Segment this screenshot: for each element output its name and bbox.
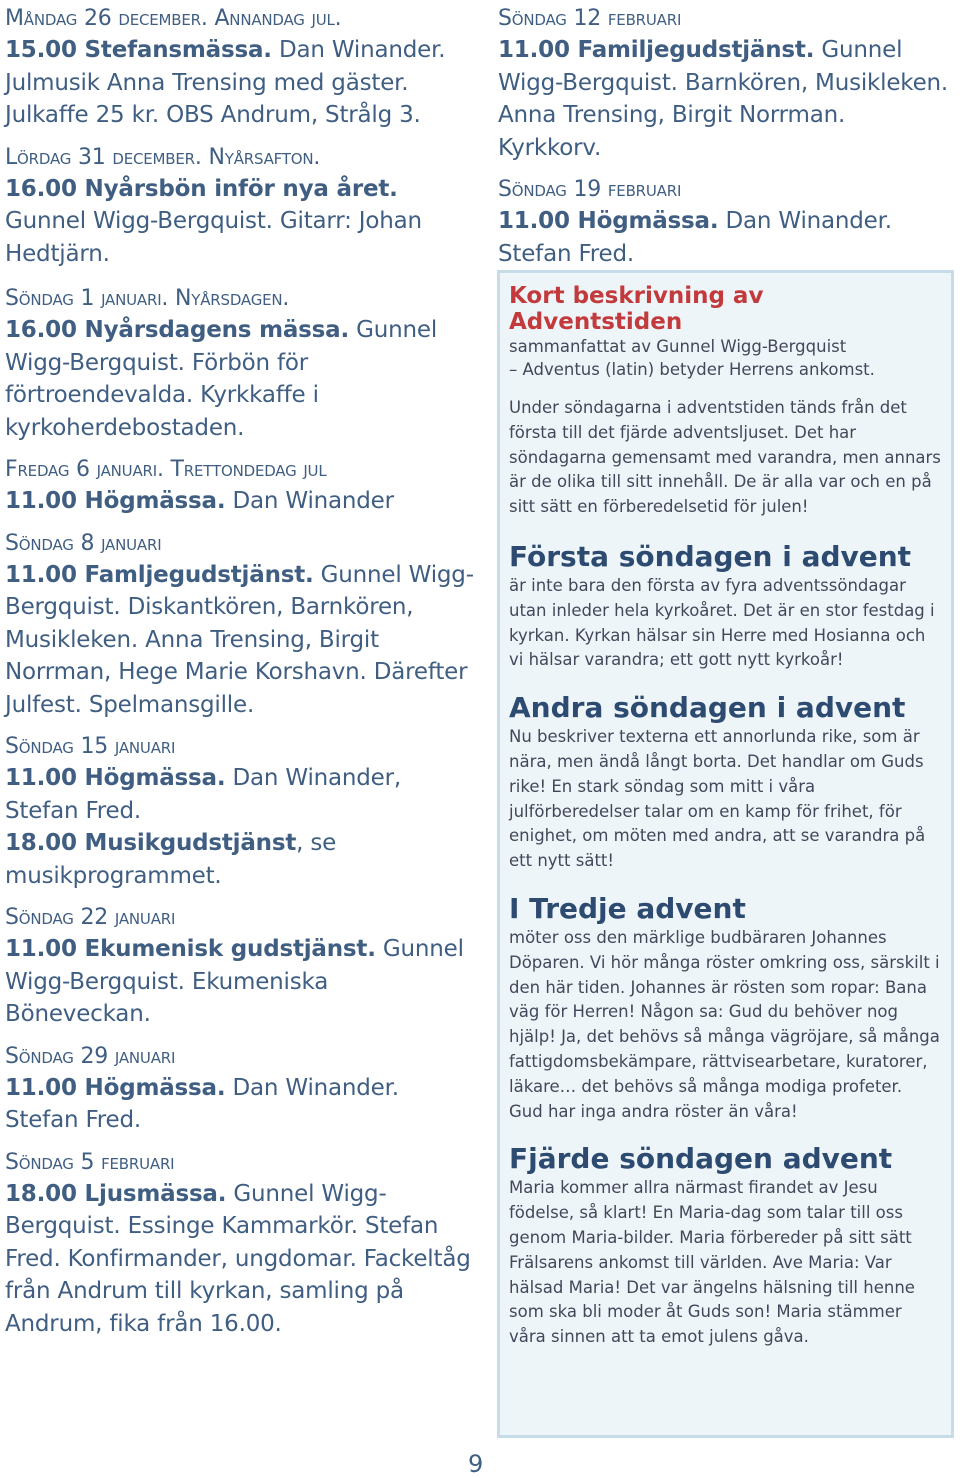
advent-info-box <box>497 270 954 1438</box>
service-day: Lördag 31 december. Nyårsafton. <box>5 144 321 170</box>
service-title: 15.00 Stefansmässa. <box>5 37 272 63</box>
service-entry <box>5 1148 475 1341</box>
section-heading: I Tredje advent <box>509 891 746 925</box>
service-details: Gunnel Wigg-Bergquist. Essinge Kammarkör. Stefan Fred. Konfirmander, ungdomar. Fackeltåg från Andrum till kyrkan, samling på Andrum, fika från 16.00. <box>5 1180 471 1337</box>
service-day: Söndag 19 februari <box>498 177 682 202</box>
service-title: 11.00 Högmässa. <box>498 208 719 234</box>
service-details: Gunnel Wigg-Bergquist. Diskantkören, Barnkören, Musikleken. Anna Trensing, Birgit Norrman, Hege Marie Korshavn. Därefter Julfest. Spelmansgille. <box>5 561 474 718</box>
service-title: 18.00 Ljusmässa. <box>5 1180 227 1207</box>
service-day: Söndag 8 januari <box>5 530 162 556</box>
section-heading: Andra söndagen i advent <box>509 691 906 725</box>
left-column <box>5 4 475 1340</box>
service-day: Söndag 22 januari <box>5 905 176 930</box>
service-title: 11.00 Famljegudstjänst. <box>5 561 314 588</box>
section-text: är inte bara den första av fyra adventssöndagar utan inleder hela kyrkoåret. Det är en stor festdag i kyrkan. Kyrkan hälsar sin Herre med Hosianna och vi hälsar varandra; ett gott nytt kyrkoår! <box>509 575 935 670</box>
service-details: Gunnel Wigg-Bergquist. Ekumeniska Böneveckan. <box>5 936 464 1027</box>
box-definition: – Adventus (latin) betyder Herrens ankomst. <box>509 360 875 379</box>
service-entry <box>5 732 475 892</box>
service-details: Dan Winander. Stefan Fred. <box>5 1074 399 1133</box>
service-details: Dan Winander. Julmusik Anna Trensing med gäster. Julkaffe 25 kr. OBS Andrum, Strålg 3. <box>5 37 446 128</box>
service-title: 11.00 Högmässa. <box>5 765 226 791</box>
service-entry <box>5 455 475 518</box>
section-heading: Fjärde söndagen advent <box>509 1142 893 1176</box>
service-title: 11.00 Familjegudstjänst. <box>498 37 815 63</box>
service-entry <box>5 143 475 271</box>
service-details: Dan Winander. Stefan Fred. <box>498 208 892 267</box>
section-heading: Första söndagen i advent <box>509 539 912 573</box>
page-number: 9 <box>468 1450 484 1478</box>
service-entry <box>5 529 475 722</box>
section-text: Nu beskriver texterna ett annorlunda rike, som är nära, men ändå långt borta. Det handlar om Guds rike! En stark söndag som mitt i våra julförberedelser talar om en kamp för frihet, för enighet, om möten med andra, att se varandra på ett nytt sätt! <box>509 727 926 871</box>
box-author: sammanfattat av Gunnel Wigg-Bergquist <box>509 337 847 356</box>
box-title: Kort beskrivning av Adventstiden <box>509 283 764 335</box>
box-intro: Under söndagarna i adventstiden tänds från det första till det fjärde adventsljuset. Det har söndagarna gemensamt med varandra, men annars är de olika till sitt innehåll. De är alla var och en på sitt sätt en förberedelsetid för julen! <box>509 398 941 517</box>
service-title: 11.00 Högmässa. <box>5 1074 226 1101</box>
service-title: 16.00 Nyårsdagens mässa. <box>5 317 349 343</box>
service-day: Måndag 26 december. Annandag jul. <box>5 6 342 31</box>
service-day: Söndag 15 januari <box>5 734 176 759</box>
service-details: Gunnel Wigg-Bergquist. Gitarr: Johan Hedtjärn. <box>5 208 422 267</box>
service-day: Söndag 1 januari. Nyårsdagen. <box>5 286 290 311</box>
section-text: möter oss den märklige budbäraren Johannes Döparen. Vi hör många röster omkring oss, särskilt i den här tiden. Johannes är rösten som ropar: Bana väg för Herren! Någon sa: Gud du behöver nog hjälp! Ja, det behövs så många vägröjare, så många fattigdomsbekämpare, rättvisearbetare, kuratorer, läkare… det behövs så många modiga profeter. Gud har inga andra röster än våra! <box>509 927 940 1121</box>
service-title: 11.00 Högmässa. <box>5 488 226 514</box>
service-details: Dan Winander, Stefan Fred. <box>5 765 402 824</box>
right-column <box>498 4 953 270</box>
service-details: Dan Winander <box>225 488 394 514</box>
service-details: Gunnel Wigg-Bergquist. Förbön för förtroendevalda. Kyrkkaffe i kyrkoherdebostaden. <box>5 317 438 441</box>
service-title: 11.00 Ekumenisk gudstjänst. <box>5 936 376 962</box>
service-entry <box>5 4 475 132</box>
service-day: Söndag 5 februari <box>5 1149 175 1175</box>
service-entry <box>5 1042 475 1137</box>
service-entry <box>5 284 475 444</box>
section-text: Maria kommer allra närmast firandet av Jesu födelse, så klart! En Maria-dag som talar till oss genom Maria-bilder. Maria förbereder på sitt sätt Frälsarens ankomst till världen. Ave Maria: Var hälsad Maria! Det var ängelns hälsning till henne som ska bli moder åt Guds son! Maria stämmer våra sinnen att ta emot julens gåva. <box>509 1178 915 1347</box>
service-details: Gunnel Wigg-Bergquist. Barnkören, Musikleken. Anna Trensing, Birgit Norrman. Kyrkkorv. <box>498 37 949 161</box>
service-details: , se musikprogrammet. <box>5 830 337 889</box>
service-entry <box>5 903 475 1031</box>
service-entry <box>498 4 953 164</box>
service-day: Söndag 12 februari <box>498 6 682 31</box>
service-entry <box>498 175 953 270</box>
service-title: 18.00 Musikgudstjänst <box>5 830 297 856</box>
service-day: Fredag 6 januari. Trettondedag jul <box>5 457 327 482</box>
service-title: 16.00 Nyårsbön inför nya året. <box>5 175 398 202</box>
service-day: Söndag 29 januari <box>5 1043 176 1069</box>
